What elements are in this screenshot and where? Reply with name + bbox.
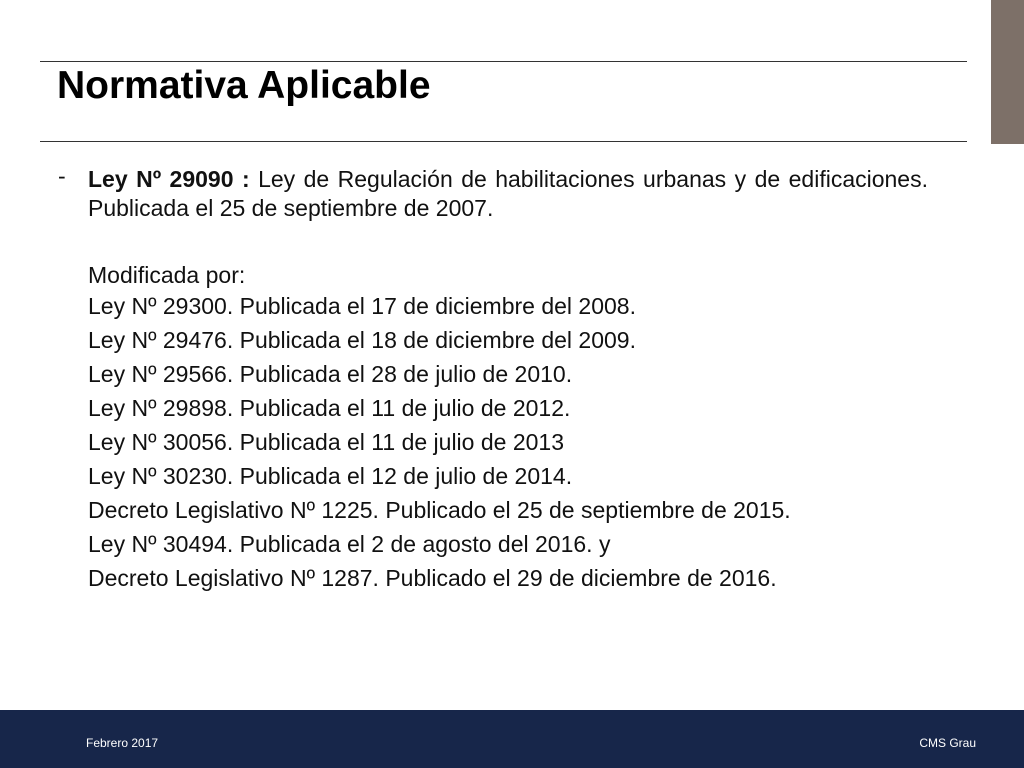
footer-date: Febrero 2017 <box>86 736 159 750</box>
amendments-list <box>58 292 928 593</box>
main-law-item <box>58 165 928 223</box>
slide-content <box>58 165 928 598</box>
amendment-item: Ley Nº 29300. Publicada el 17 de diciembre del 2008. <box>88 293 636 319</box>
corner-accent-tab <box>991 0 1024 144</box>
amendment-item: Ley Nº 30056. Publicada el 11 de julio de 2013 <box>88 429 564 455</box>
amendment-item: Ley Nº 30494. Publicada el 2 de agosto del 2016. y <box>88 531 611 557</box>
title-bottom-rule <box>40 141 967 142</box>
spacer <box>58 223 928 258</box>
title-top-rule <box>40 61 967 62</box>
main-law-description: Ley de Regulación de habilitaciones urbanas y de edificaciones. Publicada el 25 de septiembre de 2007. <box>88 166 928 221</box>
footer-bar <box>0 710 1024 768</box>
footer-firm: CMS Grau <box>919 736 976 750</box>
amendment-item: Ley Nº 29566. Publicada el 28 de julio de 2010. <box>88 361 573 387</box>
amendment-item: Ley Nº 30230. Publicada el 12 de julio de 2014. <box>88 463 573 489</box>
amendment-item: Decreto Legislativo Nº 1287. Publicado el 29 de diciembre de 2016. <box>88 565 777 591</box>
amendment-item: Ley Nº 29476. Publicada el 18 de diciembre del 2009. <box>88 327 636 353</box>
modified-by-label: Modificada por: <box>88 262 246 288</box>
amendment-item: Ley Nº 29898. Publicada el 11 de julio de 2012. <box>88 395 571 421</box>
slide-title: Normativa Aplicable <box>57 64 431 107</box>
bullet-dash: - <box>58 163 66 189</box>
main-law-label: Ley Nº 29090 : <box>88 166 250 192</box>
amendment-item: Decreto Legislativo Nº 1225. Publicado el 25 de septiembre de 2015. <box>88 497 791 523</box>
